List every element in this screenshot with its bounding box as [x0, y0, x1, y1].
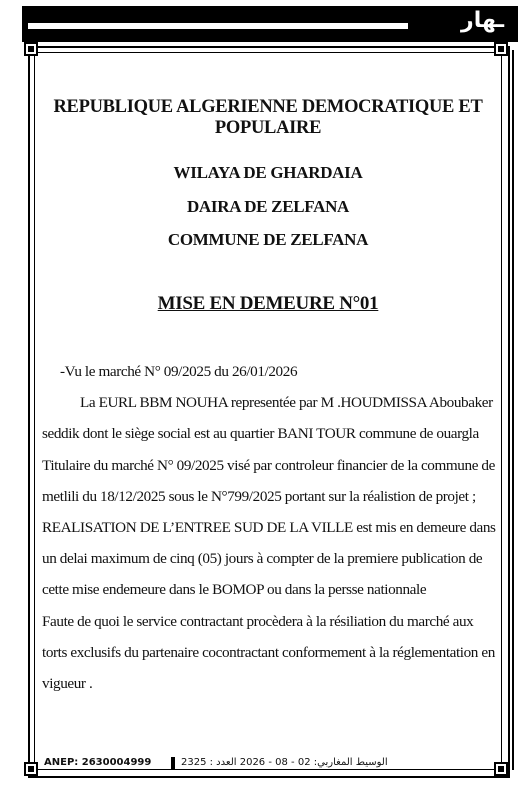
republic-heading: REPUBLIQUE ALGERIENNE DEMOCRATIQUE ET POPULAIRE [53, 97, 483, 138]
publication-footer [34, 757, 500, 771]
body-line: REALISATION DE L’ENTREE SUD DE LA VILLE est mis en demeure dans [42, 519, 496, 537]
daira-heading: DAIRA DE ZELFANA [186, 197, 350, 216]
page-edge-line [512, 50, 514, 770]
body-line: Faute de quoi le service contractant procèdera à la résiliation du marché aux [42, 612, 474, 630]
header-underline [28, 23, 408, 29]
commune-heading: COMMUNE DE ZELFANA [167, 230, 369, 249]
notice-body [42, 356, 494, 699]
footer-separator [171, 757, 175, 770]
body-line: Titulaire du marché N° 09/2025 visé par controleur financier de la commune de [42, 456, 495, 474]
corner-ornament-top-left [24, 42, 38, 56]
anep-reference: ANEP: 2630004999 [44, 757, 152, 768]
body-line: torts exclusifs du partenaire cocontractant conformement à la réglementation en [42, 643, 495, 661]
newspaper-header-bar [22, 6, 518, 42]
newspaper-header-title: ـهار [461, 8, 504, 33]
body-line: un delai maximum de cinq (05) jours à compter de la premiere publication de [42, 550, 483, 568]
notice-title: MISE EN DEMEURE N°01 [157, 293, 379, 314]
body-line: seddik dont le siège social est au quartier BANI TOUR commune de ouargla [42, 425, 479, 443]
body-line: cette mise endemeure dans le BOMOP ou dans la persse nationnale [42, 581, 427, 599]
wilaya-heading: WILAYA DE GHARDAIA [173, 163, 363, 182]
body-line: La EURL BBM NOUHA representée par M .HOUDMISSA Aboubaker [80, 394, 493, 412]
body-line: metlili du 18/12/2025 sous le N°799/2025 portant sur la réalistion de projet ; [42, 487, 476, 505]
publication-info: الوسيط المغاربي: 02 - 08 - 2026 العدد : 2325 [181, 757, 388, 768]
corner-ornament-top-right [494, 42, 508, 56]
body-line: vigueur . [42, 675, 93, 693]
body-line: -Vu le marché N° 09/2025 du 26/01/2026 [60, 363, 298, 380]
